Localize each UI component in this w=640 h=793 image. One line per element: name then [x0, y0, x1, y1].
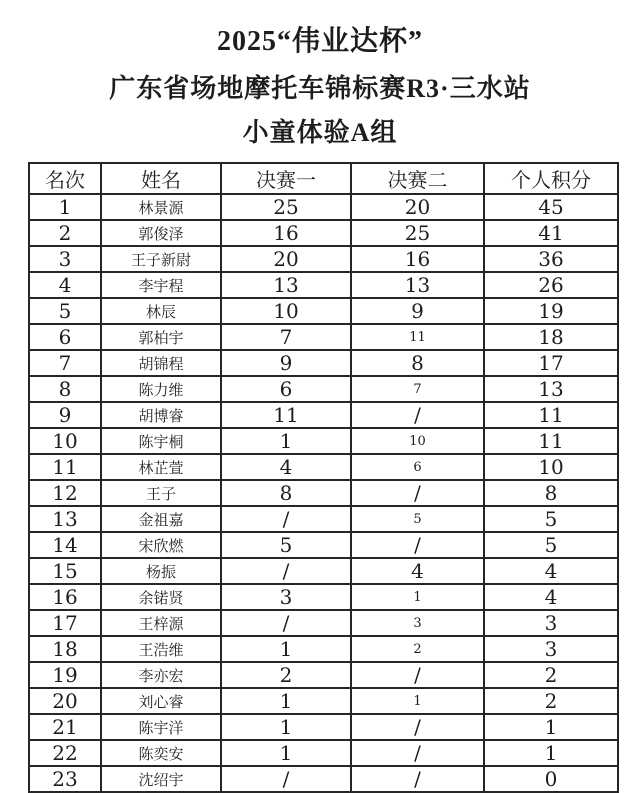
table-row [29, 506, 618, 532]
header-points: 个人积分 [484, 163, 618, 194]
rank-cell: 9 [29, 402, 101, 428]
final1-cell: 2 [221, 662, 351, 688]
rank-cell: 16 [29, 584, 101, 610]
final1-cell: 20 [221, 246, 351, 272]
points-cell: 8 [484, 480, 618, 506]
rank-cell: 2 [29, 220, 101, 246]
name-cell: 陈力维 [101, 376, 221, 402]
rank-cell: 1 [29, 194, 101, 220]
table-row [29, 272, 618, 298]
title-block [0, 0, 640, 148]
final2-cell: 7 [351, 376, 484, 402]
points-cell: 1 [484, 740, 618, 766]
name-cell: 宋欣燃 [101, 532, 221, 558]
final2-cell: 8 [351, 350, 484, 376]
table-row [29, 766, 618, 792]
table-row [29, 376, 618, 402]
final2-cell: 1 [351, 584, 484, 610]
rank-cell: 15 [29, 558, 101, 584]
points-cell: 3 [484, 636, 618, 662]
table-row [29, 480, 618, 506]
table-row [29, 662, 618, 688]
points-cell: 19 [484, 298, 618, 324]
final2-cell: 2 [351, 636, 484, 662]
points-cell: 41 [484, 220, 618, 246]
rank-cell: 5 [29, 298, 101, 324]
name-cell: 沈绍宇 [101, 766, 221, 792]
final2-cell: / [351, 662, 484, 688]
final1-cell: 5 [221, 532, 351, 558]
group-title: 小童体验A组 [242, 118, 398, 147]
rank-cell: 22 [29, 740, 101, 766]
final1-cell: 1 [221, 688, 351, 714]
final2-cell: / [351, 532, 484, 558]
points-cell: 5 [484, 532, 618, 558]
name-cell: 王梓源 [101, 610, 221, 636]
table-row [29, 714, 618, 740]
name-cell: 余锘贤 [101, 584, 221, 610]
final1-cell: 13 [221, 272, 351, 298]
name-cell: 陈奕安 [101, 740, 221, 766]
table-row [29, 402, 618, 428]
points-cell: 2 [484, 688, 618, 714]
final2-cell: 4 [351, 558, 484, 584]
points-cell: 1 [484, 714, 618, 740]
rank-cell: 6 [29, 324, 101, 350]
final1-cell: 4 [221, 454, 351, 480]
header-final2: 决赛二 [351, 163, 484, 194]
name-cell: 刘心睿 [101, 688, 221, 714]
points-cell: 26 [484, 272, 618, 298]
name-cell: 郭柏宇 [101, 324, 221, 350]
final1-cell: 1 [221, 636, 351, 662]
name-cell: 胡锦程 [101, 350, 221, 376]
table-row [29, 194, 618, 220]
points-cell: 13 [484, 376, 618, 402]
table-row [29, 298, 618, 324]
final1-cell: 16 [221, 220, 351, 246]
rank-cell: 17 [29, 610, 101, 636]
table-row [29, 220, 618, 246]
final1-cell: 10 [221, 298, 351, 324]
table-row [29, 454, 618, 480]
name-cell: 杨振 [101, 558, 221, 584]
rank-cell: 14 [29, 532, 101, 558]
final1-cell: / [221, 610, 351, 636]
points-cell: 4 [484, 584, 618, 610]
table-row [29, 246, 618, 272]
final2-cell: 13 [351, 272, 484, 298]
rank-cell: 13 [29, 506, 101, 532]
points-cell: 0 [484, 766, 618, 792]
header-final1: 决赛一 [221, 163, 351, 194]
final2-cell: / [351, 480, 484, 506]
name-cell: 陈宇桐 [101, 428, 221, 454]
final2-cell: 9 [351, 298, 484, 324]
table-row [29, 636, 618, 662]
header-name: 姓名 [101, 163, 221, 194]
final1-cell: 25 [221, 194, 351, 220]
final1-cell: 9 [221, 350, 351, 376]
table-row [29, 324, 618, 350]
name-cell: 胡博睿 [101, 402, 221, 428]
table-row [29, 558, 618, 584]
rank-cell: 20 [29, 688, 101, 714]
final2-cell: 11 [351, 324, 484, 350]
points-cell: 3 [484, 610, 618, 636]
final1-cell: 1 [221, 428, 351, 454]
table-row [29, 740, 618, 766]
event-title: 2025“伟业达杯” [216, 26, 423, 57]
name-cell: 金祖嘉 [101, 506, 221, 532]
points-cell: 10 [484, 454, 618, 480]
points-cell: 45 [484, 194, 618, 220]
final1-cell: 1 [221, 740, 351, 766]
final2-cell: 10 [351, 428, 484, 454]
final2-cell: 5 [351, 506, 484, 532]
name-cell: 李宇程 [101, 272, 221, 298]
name-cell: 王子新尉 [101, 246, 221, 272]
points-cell: 5 [484, 506, 618, 532]
points-cell: 11 [484, 402, 618, 428]
rank-cell: 8 [29, 376, 101, 402]
final2-cell: 3 [351, 610, 484, 636]
rank-cell: 18 [29, 636, 101, 662]
rank-cell: 23 [29, 766, 101, 792]
final1-cell: 3 [221, 584, 351, 610]
rank-cell: 4 [29, 272, 101, 298]
name-cell: 王子 [101, 480, 221, 506]
final2-cell: / [351, 714, 484, 740]
final1-cell: 8 [221, 480, 351, 506]
points-cell: 11 [484, 428, 618, 454]
name-cell: 李亦宏 [101, 662, 221, 688]
final1-cell: 7 [221, 324, 351, 350]
rank-cell: 21 [29, 714, 101, 740]
final2-cell: 20 [351, 194, 484, 220]
header-rank: 名次 [29, 163, 101, 194]
rank-cell: 12 [29, 480, 101, 506]
table-row [29, 428, 618, 454]
table-row [29, 350, 618, 376]
rank-cell: 7 [29, 350, 101, 376]
results-table-body [29, 194, 618, 792]
final1-cell: / [221, 506, 351, 532]
table-row [29, 688, 618, 714]
name-cell: 林芷萱 [101, 454, 221, 480]
name-cell: 郭俊泽 [101, 220, 221, 246]
final2-cell: 1 [351, 688, 484, 714]
rank-cell: 10 [29, 428, 101, 454]
final2-cell: / [351, 766, 484, 792]
rank-cell: 19 [29, 662, 101, 688]
points-cell: 2 [484, 662, 618, 688]
final2-cell: / [351, 402, 484, 428]
results-table [28, 162, 619, 793]
rank-cell: 3 [29, 246, 101, 272]
table-header-row [29, 163, 618, 194]
table-row [29, 532, 618, 558]
points-cell: 4 [484, 558, 618, 584]
final2-cell: / [351, 740, 484, 766]
final1-cell: 11 [221, 402, 351, 428]
points-cell: 17 [484, 350, 618, 376]
name-cell: 陈宇洋 [101, 714, 221, 740]
championship-subtitle: 广东省场地摩托车锦标赛R3·三水站 [109, 74, 531, 103]
final1-cell: 1 [221, 714, 351, 740]
final1-cell: / [221, 766, 351, 792]
points-cell: 18 [484, 324, 618, 350]
table-row [29, 584, 618, 610]
name-cell: 王浩维 [101, 636, 221, 662]
final2-cell: 6 [351, 454, 484, 480]
name-cell: 林景源 [101, 194, 221, 220]
final1-cell: 6 [221, 376, 351, 402]
rank-cell: 11 [29, 454, 101, 480]
final2-cell: 16 [351, 246, 484, 272]
name-cell: 林辰 [101, 298, 221, 324]
points-cell: 36 [484, 246, 618, 272]
final1-cell: / [221, 558, 351, 584]
table-row [29, 610, 618, 636]
final2-cell: 25 [351, 220, 484, 246]
